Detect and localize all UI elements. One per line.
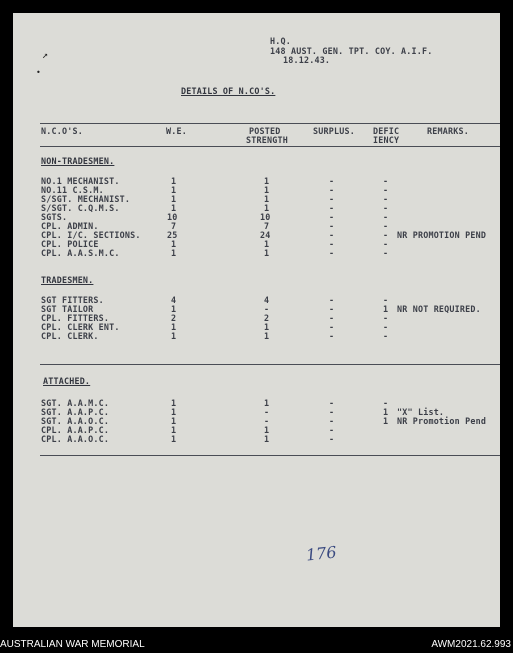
rank-cell: CPL. A.A.O.C. (41, 434, 110, 444)
rank-cell: CPL. CLERK. (41, 331, 99, 341)
posted-cell: 1 (264, 322, 270, 332)
we-cell: 1 (171, 407, 177, 417)
we-cell: 1 (171, 176, 177, 186)
rank-cell: CPL. POLICE (41, 239, 99, 249)
we-cell: 1 (171, 416, 177, 426)
table-bottom-rule (40, 455, 500, 456)
col-posted-1: POSTED (249, 126, 281, 136)
we-cell: 2 (171, 313, 177, 323)
col-defic-2: IENCY (373, 135, 400, 145)
deficiency-cell: - (383, 221, 389, 231)
col-posted-2: STRENGTH (246, 135, 288, 145)
deficiency-cell: - (383, 331, 389, 341)
posted-cell: 1 (264, 185, 270, 195)
deficiency-cell: - (383, 212, 389, 222)
we-cell: 1 (171, 322, 177, 332)
rank-cell: CPL. CLERK ENT. (41, 322, 120, 332)
section-rule (40, 364, 500, 365)
we-cell: 25 (167, 230, 178, 240)
rank-cell: SGTS. (41, 212, 68, 222)
rank-cell: S/SGT. MECHANIST. (41, 194, 131, 204)
we-cell: 1 (171, 434, 177, 444)
posted-cell: 1 (264, 398, 270, 408)
posted-cell: 4 (264, 295, 270, 305)
we-cell: 1 (171, 331, 177, 341)
surplus-cell: - (329, 304, 335, 314)
rank-cell: SGT FITTERS. (41, 295, 104, 305)
deficiency-cell: - (383, 295, 389, 305)
deficiency-cell: - (383, 176, 389, 186)
surplus-cell: - (329, 425, 335, 435)
surplus-cell: - (329, 322, 335, 332)
col-defic-1: DEFIC (373, 126, 400, 136)
deficiency-cell: - (383, 313, 389, 323)
posted-cell: 24 (260, 230, 271, 240)
we-cell: 1 (171, 304, 177, 314)
we-cell: 1 (171, 185, 177, 195)
posted-cell: 10 (260, 212, 271, 222)
header-bottom-rule (40, 146, 500, 147)
posted-cell: - (264, 304, 270, 314)
corner-mark: ↗ (42, 50, 49, 61)
deficiency-cell: - (383, 398, 389, 408)
we-cell: 1 (171, 194, 177, 204)
col-remarks: REMARKS. (427, 126, 469, 136)
rank-cell: SGT TAILOR (41, 304, 94, 314)
deficiency-cell: - (383, 194, 389, 204)
footer-accession-number: AWM2021.62.993 (431, 639, 511, 650)
surplus-cell: - (329, 176, 335, 186)
section-heading: TRADESMEN. (41, 275, 94, 285)
header-line-1: H.Q. (270, 36, 291, 46)
posted-cell: 2 (264, 313, 270, 323)
surplus-cell: - (329, 194, 335, 204)
col-we: W.E. (166, 126, 187, 136)
we-cell: 1 (171, 239, 177, 249)
col-surplus: SURPLUS. (313, 126, 355, 136)
surplus-cell: - (329, 203, 335, 213)
section-heading: NON-TRADESMEN. (41, 156, 115, 166)
header-line-2: 148 AUST. GEN. TPT. COY. A.I.F. (270, 46, 433, 56)
deficiency-cell: - (383, 203, 389, 213)
rank-cell: SGT. A.A.O.C. (41, 416, 110, 426)
document-page (13, 13, 500, 627)
surplus-cell: - (329, 230, 335, 240)
deficiency-cell: - (383, 248, 389, 258)
surplus-cell: - (329, 248, 335, 258)
we-cell: 1 (171, 203, 177, 213)
remarks-cell: NR Promotion Pend (397, 416, 487, 426)
we-cell: 1 (171, 425, 177, 435)
we-cell: 7 (171, 221, 177, 231)
surplus-cell: - (329, 221, 335, 231)
posted-cell: 1 (264, 176, 270, 186)
rank-cell: S/SGT. C.Q.M.S. (41, 203, 120, 213)
posted-cell: 1 (264, 331, 270, 341)
posted-cell: 7 (264, 221, 270, 231)
rank-cell: CPL. A.A.P.C. (41, 425, 110, 435)
remarks-cell: "X" List. (397, 407, 445, 417)
col-ncos: N.C.O'S. (41, 126, 83, 136)
section-heading: ATTACHED. (43, 376, 91, 386)
margin-mark: • (36, 68, 41, 77)
posted-cell: 1 (264, 248, 270, 258)
rank-cell: CPL. A.A.S.M.C. (41, 248, 120, 258)
surplus-cell: - (329, 295, 335, 305)
deficiency-cell: - (383, 185, 389, 195)
rank-cell: NO.11 C.S.M. (41, 185, 104, 195)
deficiency-cell: 1 (383, 407, 389, 417)
rank-cell: CPL. FITTERS. (41, 313, 110, 323)
surplus-cell: - (329, 398, 335, 408)
we-cell: 1 (171, 398, 177, 408)
posted-cell: 1 (264, 425, 270, 435)
deficiency-cell: - (383, 230, 389, 240)
rank-cell: SGT. A.A.M.C. (41, 398, 110, 408)
posted-cell: 1 (264, 434, 270, 444)
rank-cell: NO.1 MECHANIST. (41, 176, 120, 186)
posted-cell: 1 (264, 194, 270, 204)
handwritten-signature: 176 (305, 542, 338, 565)
surplus-cell: - (329, 185, 335, 195)
we-cell: 10 (167, 212, 178, 222)
deficiency-cell: 1 (383, 416, 389, 426)
header-line-3: 18.12.43. (283, 55, 331, 65)
remarks-cell: NR NOT REQUIRED. (397, 304, 481, 314)
surplus-cell: - (329, 212, 335, 222)
surplus-cell: - (329, 331, 335, 341)
remarks-cell: NR PROMOTION PEND (397, 230, 487, 240)
posted-cell: 1 (264, 203, 270, 213)
surplus-cell: - (329, 313, 335, 323)
surplus-cell: - (329, 407, 335, 417)
rank-cell: CPL. ADMIN. (41, 221, 99, 231)
surplus-cell: - (329, 416, 335, 426)
posted-cell: - (264, 407, 270, 417)
deficiency-cell: 1 (383, 304, 389, 314)
surplus-cell: - (329, 434, 335, 444)
rank-cell: SGT. A.A.P.C. (41, 407, 110, 417)
we-cell: 4 (171, 295, 177, 305)
posted-cell: 1 (264, 239, 270, 249)
header-top-rule (40, 123, 500, 124)
rank-cell: CPL. I/C. SECTIONS. (41, 230, 141, 240)
document-title: DETAILS OF N.CO'S. (181, 86, 276, 96)
footer-institution: AUSTRALIAN WAR MEMORIAL (0, 639, 145, 650)
posted-cell: - (264, 416, 270, 426)
we-cell: 1 (171, 248, 177, 258)
deficiency-cell: - (383, 239, 389, 249)
surplus-cell: - (329, 239, 335, 249)
deficiency-cell: - (383, 322, 389, 332)
